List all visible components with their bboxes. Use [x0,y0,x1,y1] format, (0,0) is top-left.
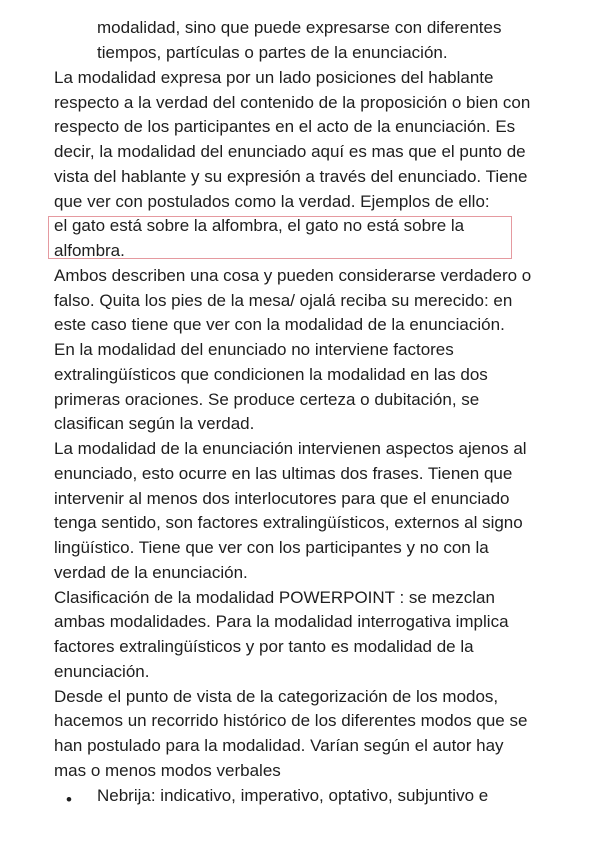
example-text-line: alfombra. [54,241,125,260]
bullet-item-text: Nebrija: indicativo, imperativo, optativo, subjuntivo e [97,786,489,805]
text-line: han postulado para la modalidad. Varían según el autor hay [54,736,504,755]
text-line: clasifican según la verdad. [54,414,255,433]
text-line: Ambos describen una cosa y pueden considerarse verdadero o [54,266,532,285]
text-line: lingüístico. Tiene que ver con los participantes y no con la [54,538,489,557]
text-line: intervenir al menos dos interlocutores para que el enunciado [54,489,510,508]
text-line: La modalidad de la enunciación intervienen aspectos ajenos al [54,439,527,458]
text-line: decir, la modalidad del enunciado aquí es mas que el punto de [54,142,526,161]
text-line: primeras oraciones. Se produce certeza o dubitación, se [54,390,480,409]
text-line: respecto a la verdad del contenido de la proposición o bien con [54,93,531,112]
text-line: enunciación. [54,662,150,681]
bullet-marker: • [66,790,72,809]
text-line: falso. Quita los pies de la mesa/ ojalá reciba su merecido: en [54,291,513,310]
text-line: respecto de los participantes en el acto de la enunciación. Es [54,117,516,136]
text-line: que ver con postulados como la verdad. Ejemplos de ello: [54,192,490,211]
text-line: hacemos un recorrido histórico de los diferentes modos que se [54,711,528,730]
text-line: Desde el punto de vista de la categorización de los modos, [54,687,499,706]
text-line: tiempos, partículas o partes de la enunciación. [97,43,448,62]
text-line: verdad de la enunciación. [54,563,248,582]
text-line: extralingüísticos que condicionen la modalidad en las dos [54,365,488,384]
text-line: tenga sentido, son factores extralingüísticos, externos al signo [54,513,523,532]
text-line: enunciado, esto ocurre en las ultimas dos frases. Tienen que [54,464,513,483]
text-line: factores extralingüísticos y por tanto es modalidad de la [54,637,474,656]
text-line: este caso tiene que ver con la modalidad de la enunciación. [54,315,505,334]
text-line: mas o menos modos verbales [54,761,281,780]
text-line: modalidad, sino que puede expresarse con diferentes [97,18,502,37]
text-line: En la modalidad del enunciado no interviene factores [54,340,454,359]
text-line: La modalidad expresa por un lado posiciones del hablante [54,68,494,87]
text-line: ambas modalidades. Para la modalidad interrogativa implica [54,612,509,631]
text-line: vista del hablante y su expresión a través del enunciado. Tiene [54,167,528,186]
text-line: Clasificación de la modalidad POWERPOINT : se mezclan [54,588,495,607]
example-text-line: el gato está sobre la alfombra, el gato no está sobre la [54,216,465,235]
